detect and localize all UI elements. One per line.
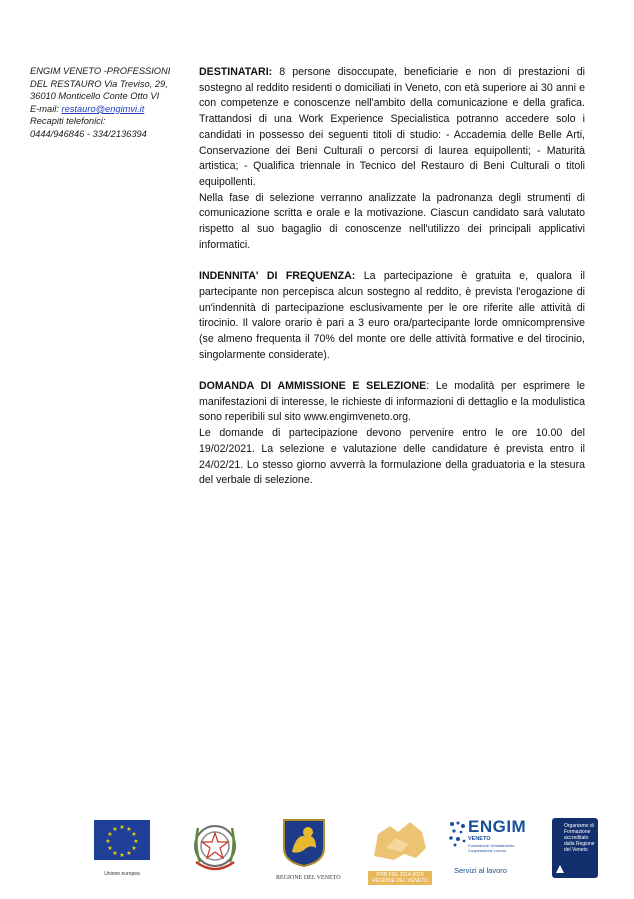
contact-sidebar	[30, 65, 195, 141]
svg-text:★: ★	[105, 838, 111, 845]
lion-of-saint-mark-icon	[276, 818, 332, 868]
por-caption1: POR FSE 2014-2020	[376, 872, 424, 878]
domanda-paragraph	[199, 379, 585, 426]
svg-text:★: ★	[112, 850, 118, 857]
engim-dots-icon	[448, 820, 468, 848]
domanda-heading: DOMANDA DI AMMISSIONE E SELEZIONE	[199, 380, 427, 393]
email-line	[30, 103, 195, 116]
email-link[interactable]: restauro@engimvi.it	[61, 103, 145, 114]
selezione-paragraph: Nella fase di selezione verranno analizzate la padronanza degli strumenti di comunicazione scritta e orale e la motivazione. Ciascun candidato sarà valutato rispetto al suo bagaglio di conoscenze nell'utilizzo dei principali applicativi informatici.	[199, 191, 585, 251]
organismo-text: Organismo di Formazione accreditato dalla Regione del Veneto	[564, 823, 595, 853]
phones-label: Recapiti telefonici:	[30, 116, 106, 127]
engim-tag1: Formazione Orientamento	[468, 843, 515, 848]
svg-text:★: ★	[119, 824, 125, 831]
phones-value: 0444/946846 - 334/2136394	[30, 128, 147, 139]
indennita-text: La partecipazione è gratuita e, qualora il partecipante non percepisca alcun sostegno al reddito, è prevista l'erogazione di un'indennità di partecipazione esclusivamente per le ore riferite alle attività di tirocinio. Il valore orario è pari a 3 euro ora/partecipante lorde omnicomprensive (se almeno frequenta il 70% del monte ore delle attività formative e del tirocinio, singolarmente considerate).	[199, 270, 585, 361]
funding-logos-bar	[90, 818, 610, 883]
regione-veneto-logo	[276, 818, 341, 881]
regione-caption: REGIONE DEL VENETO	[276, 875, 341, 881]
scadenze-paragraph: Le domande di partecipazione devono pervenire entro le ore 10.00 del 19/02/2021. La selezione e valutazione delle candidature è prevista entro il 24/02/21. Lo stesso giorno avverrà la formulazione della graduatoria e la stesura del verbale di selezione.	[199, 427, 585, 487]
svg-text:★: ★	[107, 845, 113, 852]
svg-text:★: ★	[119, 852, 125, 859]
por-lion-icon	[368, 818, 432, 866]
engim-name: ENGIM	[468, 817, 527, 836]
svg-text:★: ★	[133, 838, 139, 845]
eu-flag-icon	[94, 818, 150, 862]
engim-sub: VENETO	[468, 836, 491, 842]
organismo-mark-icon	[555, 864, 565, 874]
eu-caption: Unione europea	[104, 871, 140, 877]
engim-servizi: Servizi al lavoro	[454, 866, 507, 875]
svg-text:★: ★	[107, 831, 113, 838]
svg-text:★: ★	[126, 850, 132, 857]
organismo-formazione-badge	[552, 818, 598, 878]
engim-tagline	[468, 843, 514, 853]
emblem-icon	[190, 818, 240, 878]
indennita-paragraph	[199, 269, 585, 363]
por-caption2: REGIONE DEL VENETO	[372, 878, 428, 884]
destinatari-text: 8 persone disoccupate, beneficiarie e non di prestazioni di sostegno al reddito residenti o domiciliati in Veneto, con età superiore ai 30 anni e con competenze e conoscenze nell'ambito della comunicazione e della grafica. Trattandosi di una Work Experience Specialistica potranno accedere solo i candidati in possesso dei seguenti titoli di studio: - Accademia delle Belle Arti, Conservazione dei Beni Culturali o percorsi di laurea equipollenti; - Maturità artistica; - Qualifica triennale in Tecnico del Restauro di Beni Culturali o titoli equipollenti.	[199, 66, 585, 188]
svg-text:★: ★	[126, 826, 132, 833]
por-fse-logo	[368, 818, 432, 885]
domanda-text: : Le modalità per esprimere le manifestazioni di interesse, le richieste di informazioni di dettaglio e la modulistica sono reperibili sul sito www.engimveneto.org.	[199, 380, 585, 424]
svg-text:★: ★	[112, 826, 118, 833]
org-name-line1: ENGIM VENETO -PROFESSIONI	[30, 66, 171, 76]
main-content	[199, 65, 585, 489]
email-label: E-mail:	[30, 103, 62, 114]
destinatari-heading: DESTINATARI:	[199, 66, 273, 78]
org-name-line2: DEL RESTAURO Via Treviso, 29,	[30, 78, 168, 89]
indennita-heading: INDENNITA' DI FREQUENZA:	[199, 270, 356, 283]
svg-text:★: ★	[131, 831, 137, 838]
eu-logo	[94, 818, 150, 877]
engim-tag2: Cooperazione Lavoro	[468, 848, 507, 853]
italian-republic-emblem	[190, 818, 240, 883]
por-caption-box	[368, 871, 432, 885]
destinatari-paragraph	[199, 65, 585, 191]
svg-text:★: ★	[131, 845, 137, 852]
org-address: 36010 Monticello Conte Otto VI	[30, 91, 160, 102]
